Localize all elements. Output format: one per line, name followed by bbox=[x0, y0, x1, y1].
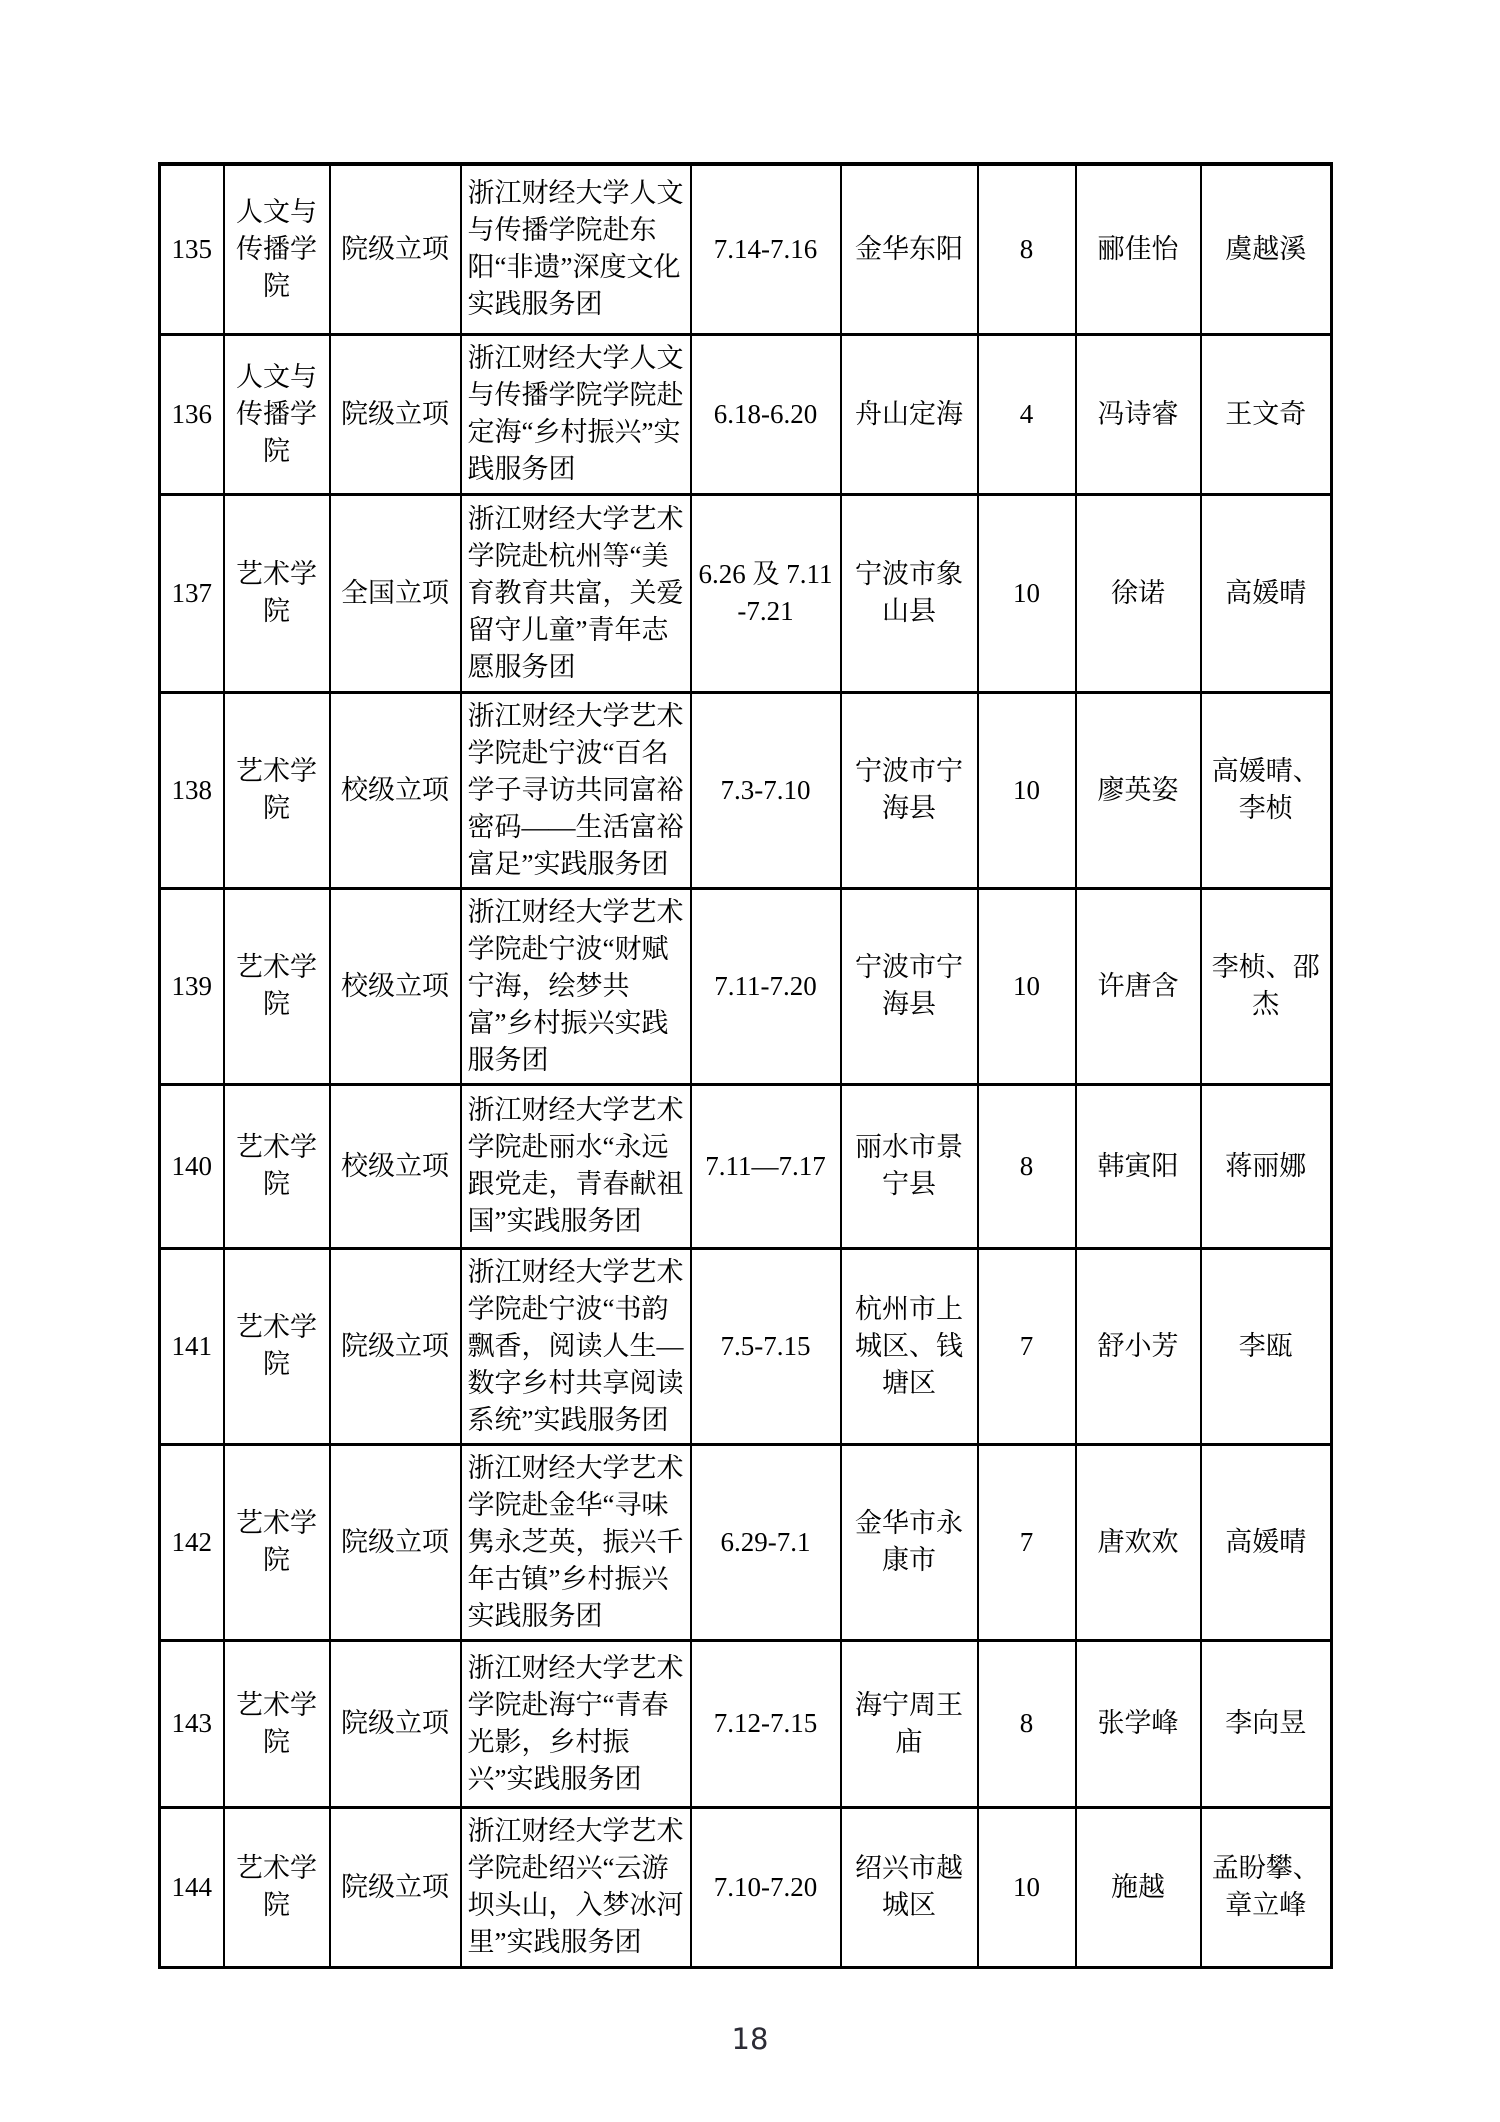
cell-num: 140 bbox=[160, 1084, 224, 1248]
cell-advisor: 王文奇 bbox=[1201, 334, 1332, 494]
cell-college: 艺术学院 bbox=[224, 1248, 330, 1444]
cell-advisor: 虞越溪 bbox=[1201, 164, 1332, 334]
cell-project: 浙江财经大学艺术学院赴丽水“永远跟党走，青春献祖国”实践服务团 bbox=[461, 1084, 691, 1248]
table-row bbox=[160, 1640, 1332, 1807]
cell-num: 143 bbox=[160, 1640, 224, 1807]
cell-level: 校级立项 bbox=[330, 1084, 461, 1248]
cell-college: 艺术学院 bbox=[224, 1084, 330, 1248]
cell-count: 10 bbox=[978, 888, 1076, 1084]
cell-project: 浙江财经大学人文与传播学院赴东阳“非遗”深度文化实践服务团 bbox=[461, 164, 691, 334]
cell-location: 舟山定海 bbox=[841, 334, 978, 494]
cell-level: 院级立项 bbox=[330, 1807, 461, 1967]
cell-leader: 唐欢欢 bbox=[1076, 1444, 1201, 1640]
cell-level: 校级立项 bbox=[330, 692, 461, 888]
cell-leader: 冯诗睿 bbox=[1076, 334, 1201, 494]
table-row bbox=[160, 888, 1332, 1084]
cell-leader: 廖英姿 bbox=[1076, 692, 1201, 888]
cell-dates: 7.10-7.20 bbox=[691, 1807, 841, 1967]
cell-level: 院级立项 bbox=[330, 334, 461, 494]
table-row bbox=[160, 494, 1332, 692]
table-row bbox=[160, 1807, 1332, 1967]
page-number: 18 bbox=[731, 2022, 769, 2056]
cell-count: 4 bbox=[978, 334, 1076, 494]
table-row bbox=[160, 1444, 1332, 1640]
table-row bbox=[160, 334, 1332, 494]
cell-location: 海宁周王庙 bbox=[841, 1640, 978, 1807]
table-row bbox=[160, 164, 1332, 334]
cell-count: 7 bbox=[978, 1444, 1076, 1640]
cell-advisor: 李向昱 bbox=[1201, 1640, 1332, 1807]
cell-college: 艺术学院 bbox=[224, 1807, 330, 1967]
cell-advisor: 高媛晴、李桢 bbox=[1201, 692, 1332, 888]
cell-num: 139 bbox=[160, 888, 224, 1084]
cell-dates: 6.29-7.1 bbox=[691, 1444, 841, 1640]
cell-location: 金华市永康市 bbox=[841, 1444, 978, 1640]
cell-location: 杭州市上城区、钱塘区 bbox=[841, 1248, 978, 1444]
cell-college: 人文与传播学院 bbox=[224, 164, 330, 334]
cell-count: 10 bbox=[978, 1807, 1076, 1967]
cell-leader: 郦佳怡 bbox=[1076, 164, 1201, 334]
cell-advisor: 李桢、邵杰 bbox=[1201, 888, 1332, 1084]
cell-leader: 张学峰 bbox=[1076, 1640, 1201, 1807]
cell-leader: 许唐含 bbox=[1076, 888, 1201, 1084]
cell-dates: 7.5-7.15 bbox=[691, 1248, 841, 1444]
cell-location: 宁波市宁海县 bbox=[841, 888, 978, 1084]
cell-college: 艺术学院 bbox=[224, 888, 330, 1084]
cell-college: 艺术学院 bbox=[224, 692, 330, 888]
table-row bbox=[160, 1248, 1332, 1444]
cell-location: 宁波市象山县 bbox=[841, 494, 978, 692]
cell-count: 10 bbox=[978, 494, 1076, 692]
cell-location: 宁波市宁海县 bbox=[841, 692, 978, 888]
cell-leader: 施越 bbox=[1076, 1807, 1201, 1967]
cell-project: 浙江财经大学艺术学院赴金华“寻味隽永芝英，振兴千年古镇”乡村振兴实践服务团 bbox=[461, 1444, 691, 1640]
table-row bbox=[160, 692, 1332, 888]
cell-advisor: 李瓯 bbox=[1201, 1248, 1332, 1444]
cell-project: 浙江财经大学艺术学院赴宁波“百名学子寻访共同富裕密码——生活富裕富足”实践服务团 bbox=[461, 692, 691, 888]
cell-college: 艺术学院 bbox=[224, 1640, 330, 1807]
cell-count: 8 bbox=[978, 1084, 1076, 1248]
cell-dates: 6.26 及 7.11-7.21 bbox=[691, 494, 841, 692]
cell-location: 绍兴市越城区 bbox=[841, 1807, 978, 1967]
cell-dates: 6.18-6.20 bbox=[691, 334, 841, 494]
cell-count: 8 bbox=[978, 1640, 1076, 1807]
cell-dates: 7.14-7.16 bbox=[691, 164, 841, 334]
cell-level: 院级立项 bbox=[330, 1248, 461, 1444]
cell-level: 院级立项 bbox=[330, 1444, 461, 1640]
cell-project: 浙江财经大学艺术学院赴杭州等“美育教育共富，关爱留守儿童”青年志愿服务团 bbox=[461, 494, 691, 692]
cell-leader: 韩寅阳 bbox=[1076, 1084, 1201, 1248]
cell-location: 金华东阳 bbox=[841, 164, 978, 334]
cell-level: 校级立项 bbox=[330, 888, 461, 1084]
cell-college: 人文与传播学院 bbox=[224, 334, 330, 494]
cell-project: 浙江财经大学艺术学院赴绍兴“云游坝头山，入梦冰河里”实践服务团 bbox=[461, 1807, 691, 1967]
cell-num: 142 bbox=[160, 1444, 224, 1640]
cell-level: 院级立项 bbox=[330, 1640, 461, 1807]
cell-dates: 7.3-7.10 bbox=[691, 692, 841, 888]
cell-count: 8 bbox=[978, 164, 1076, 334]
cell-advisor: 高媛晴 bbox=[1201, 1444, 1332, 1640]
cell-num: 144 bbox=[160, 1807, 224, 1967]
cell-num: 138 bbox=[160, 692, 224, 888]
cell-num: 137 bbox=[160, 494, 224, 692]
cell-advisor: 高媛晴 bbox=[1201, 494, 1332, 692]
cell-level: 院级立项 bbox=[330, 164, 461, 334]
cell-college: 艺术学院 bbox=[224, 494, 330, 692]
cell-advisor: 孟盼攀、章立峰 bbox=[1201, 1807, 1332, 1967]
cell-project: 浙江财经大学艺术学院赴宁波“财赋宁海，绘梦共富”乡村振兴实践服务团 bbox=[461, 888, 691, 1084]
cell-num: 136 bbox=[160, 334, 224, 494]
cell-num: 141 bbox=[160, 1248, 224, 1444]
table-row bbox=[160, 1084, 1332, 1248]
cell-leader: 徐诺 bbox=[1076, 494, 1201, 692]
cell-num: 135 bbox=[160, 164, 224, 334]
cell-leader: 舒小芳 bbox=[1076, 1248, 1201, 1444]
cell-location: 丽水市景宁县 bbox=[841, 1084, 978, 1248]
cell-count: 7 bbox=[978, 1248, 1076, 1444]
cell-level: 全国立项 bbox=[330, 494, 461, 692]
cell-count: 10 bbox=[978, 692, 1076, 888]
practice-teams-table bbox=[158, 162, 1333, 1969]
cell-dates: 7.12-7.15 bbox=[691, 1640, 841, 1807]
cell-project: 浙江财经大学艺术学院赴海宁“青春光影，乡村振兴”实践服务团 bbox=[461, 1640, 691, 1807]
cell-project: 浙江财经大学人文与传播学院学院赴定海“乡村振兴”实践服务团 bbox=[461, 334, 691, 494]
cell-advisor: 蒋丽娜 bbox=[1201, 1084, 1332, 1248]
cell-dates: 7.11—7.17 bbox=[691, 1084, 841, 1248]
cell-college: 艺术学院 bbox=[224, 1444, 330, 1640]
cell-project: 浙江财经大学艺术学院赴宁波“书韵飘香，阅读人生—数字乡村共享阅读系统”实践服务团 bbox=[461, 1248, 691, 1444]
cell-dates: 7.11-7.20 bbox=[691, 888, 841, 1084]
